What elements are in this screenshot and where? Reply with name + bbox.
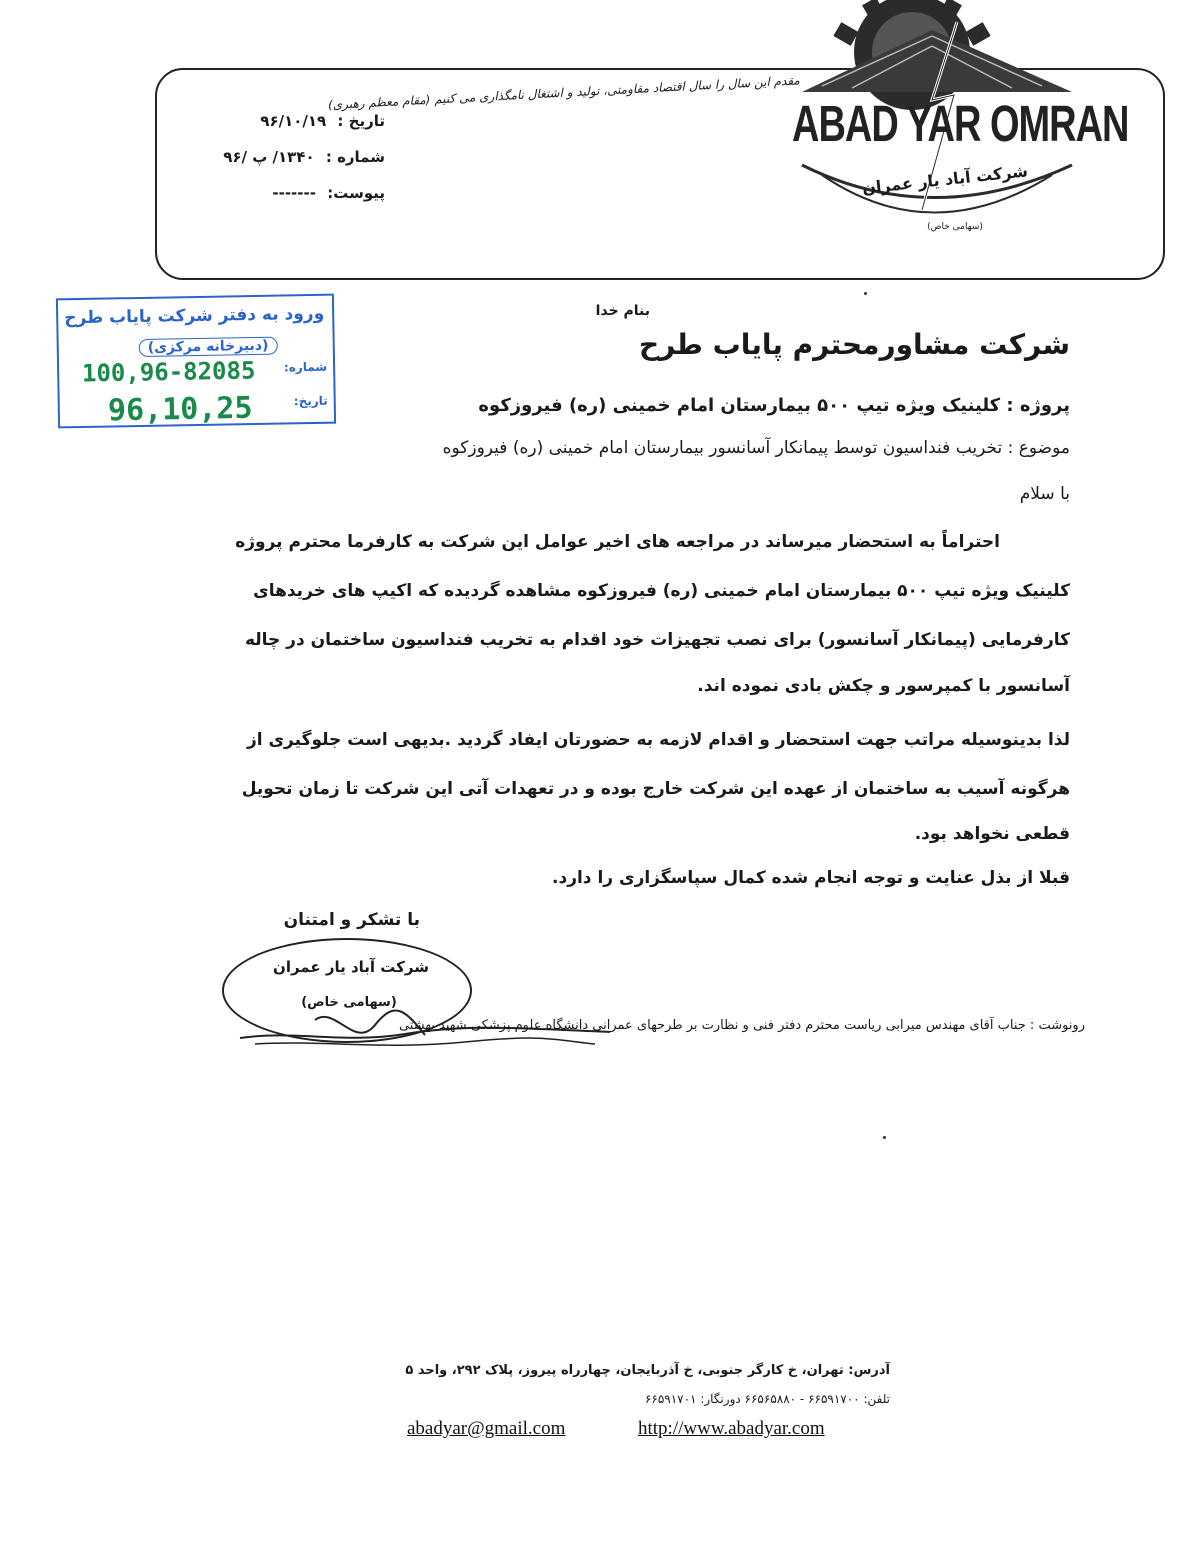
body-line: کلینیک ویژه تیپ ۵۰۰ بیمارستان امام خمینی (ره) فیروزکوه مشاهده گردیده که اکیپ های خریدهای bbox=[253, 581, 1070, 601]
received-stamp-date-label: تاریخ: bbox=[293, 393, 328, 409]
greeting: با سلام bbox=[1019, 484, 1070, 504]
signature-stamp-name: شرکت آباد یار عمران bbox=[273, 958, 429, 976]
attachment-value: ------- bbox=[272, 184, 316, 202]
received-stamp-number-label: شماره: bbox=[283, 359, 328, 375]
footer-address: آدرس: تهران، خ کارگر جنوبی، خ آذربایجان، چهارراه پیروز، پلاک ۲۹۲، واحد ۵ bbox=[405, 1363, 890, 1378]
project-line: پروژه : کلینیک ویژه تیپ ۵۰۰ بیمارستان امام خمینی (ره) فیروزکوه bbox=[478, 395, 1070, 416]
footer-website-link[interactable]: http://www.abadyar.com bbox=[638, 1418, 825, 1439]
footer-email-link[interactable]: abadyar@gmail.com bbox=[407, 1418, 566, 1439]
attachment-label: پیوست: bbox=[327, 184, 385, 202]
footer-phones: تلفن: ۶۶۵۹۱۷۰۰ - ۶۶۵۶۵۸۸۰ دورنگار: ۶۶۵۹۱۷۰۱ bbox=[644, 1392, 890, 1406]
bismillah: بنام خدا bbox=[595, 303, 650, 319]
recipient-title: شرکت مشاورمحترم پایاب طرح bbox=[638, 328, 1070, 361]
logo-subtitle: (سهامی خاص) bbox=[927, 222, 983, 232]
received-number-handwritten: 100,96-82085 bbox=[81, 356, 256, 388]
body-line: قطعی نخواهد بود. bbox=[914, 824, 1070, 844]
carbon-copy-line: رونوشت : جناب آقای مهندس میرابی ریاست محترم دفتر فنی و نظارت بر طرحهای عمرانی دانشگاه علوم پزشکی شهید بهشتی bbox=[398, 1018, 1085, 1033]
body-line: آسانسور با کمپرسور و چکش بادی نموده اند. bbox=[697, 676, 1070, 696]
body-line: قبلا از بذل عنایت و توجه انجام شده کمال سپاسگزاری را دارد. bbox=[552, 868, 1070, 888]
attachment-field bbox=[195, 184, 385, 202]
body-line: کارفرمایی (پیمانکار آسانسور) برای نصب تجهیزات خود اقدام به تخریب فنداسیون ساختمان در چاله bbox=[244, 630, 1070, 650]
received-date-handwritten: 96,10,25 bbox=[107, 390, 253, 429]
date-label: تاریخ : bbox=[337, 112, 385, 130]
date-field bbox=[195, 112, 385, 130]
scan-dot bbox=[864, 292, 867, 295]
body-line: احتراماً به استحضار میرساند در مراجعه های اخیر عوامل این شرکت به کارفرما محترم پروژه bbox=[235, 532, 1000, 552]
logo-persian-name: شرکت آباد یار عمران bbox=[861, 161, 1029, 198]
logo-wordmark: ABAD YAR OMRAN bbox=[792, 96, 1129, 154]
letterhead-motto: مقدم این سال را سال اقتصاد مقاومتی، تولید و اشتغال نامگذاری می کنیم (مقام معظم رهبری) bbox=[327, 73, 801, 113]
body-line: لذا بدینوسیله مراتب جهت استحضار و اقدام لازمه به حضورتان ایفاد گردید .بدیهی است جلوگیری از bbox=[246, 730, 1070, 750]
received-stamp-subtitle: (دبیرخانه مرکزی) bbox=[139, 337, 278, 357]
number-field bbox=[195, 148, 385, 166]
date-value: ۹۶/۱۰/۱۹ bbox=[260, 112, 327, 130]
scan-dot bbox=[883, 1136, 886, 1139]
closing-text: با تشکر و امتنان bbox=[283, 910, 420, 930]
number-label: شماره : bbox=[325, 148, 385, 166]
body-line: هرگونه آسیب به ساختمان از عهده این شرکت خارج بوده و در تعهدات آتی این شرکت تا زمان تحویل bbox=[241, 779, 1070, 799]
received-stamp-title: ورود به دفتر شرکت پایاب طرح bbox=[64, 303, 325, 329]
subject-line: موضوع : تخریب فنداسیون توسط پیمانکار آسانسور بیمارستان امام خمینی (ره) فیروزکوه bbox=[442, 438, 1070, 458]
signature-stamp-subtitle: (سهامی خاص) bbox=[301, 995, 397, 1010]
number-value: ۱۳۴۰/ پ /۹۶ bbox=[223, 148, 315, 166]
